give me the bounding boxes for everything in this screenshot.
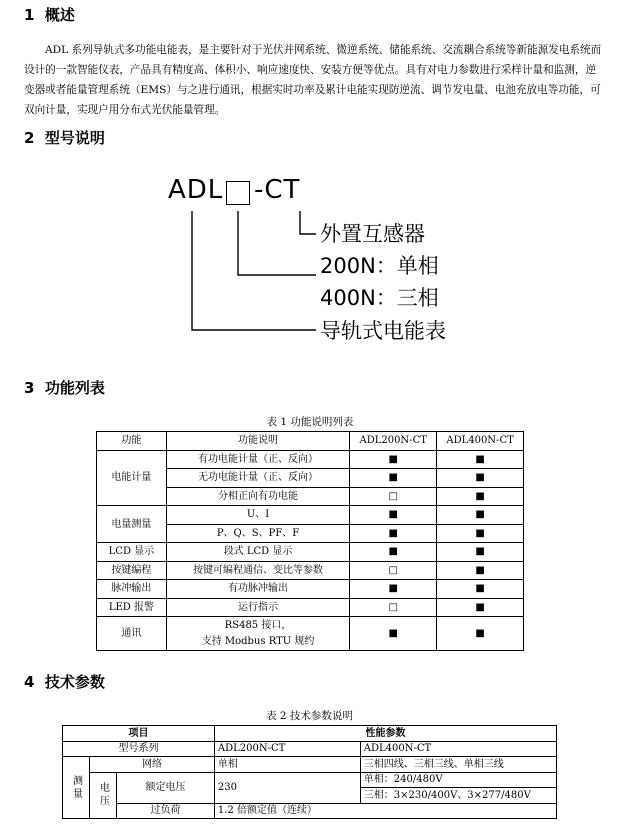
section-title: 型号说明: [44, 129, 105, 147]
mark-cell: ■: [437, 543, 524, 562]
header-cell: 功能说明: [166, 432, 349, 451]
desc-cell: [166, 617, 349, 651]
header-cell: ADL400N-CT: [437, 432, 524, 451]
desc-cell: 分相正向有功电能: [166, 487, 349, 506]
value-cell: 三相：3×230/400V、3×277/480V: [360, 788, 556, 804]
group-cell: 电量测量: [97, 506, 167, 543]
value-cell: 230: [214, 772, 360, 803]
desc-line: RS485 接口，: [224, 619, 292, 631]
table-row: [63, 772, 557, 788]
mark-cell: ■: [350, 580, 437, 599]
table-row: [97, 617, 524, 651]
model-suffix: -CT: [254, 175, 301, 205]
mark-cell: ■: [437, 580, 524, 599]
desc-cell: 有功脉冲输出: [166, 580, 349, 599]
function-table: [96, 431, 524, 651]
mark-cell: ■: [437, 469, 524, 488]
section-2-heading: [24, 127, 105, 148]
mark-cell: □: [350, 561, 437, 580]
model-prefix: ADL: [168, 175, 224, 205]
header-cell: 项目: [63, 726, 215, 742]
header-cell: ADL200N-CT: [350, 432, 437, 451]
desc-cell: 有功电能计量（正、反向）: [166, 450, 349, 469]
mark-cell: ■: [350, 543, 437, 562]
desc-cell: P、Q、S、PF、F: [166, 524, 349, 543]
connector-model: [238, 211, 316, 275]
table-row: [97, 506, 524, 525]
tech-params-table: [62, 725, 557, 819]
label-rail-meter: 导轨式电能表: [320, 319, 446, 343]
section-title: 功能列表: [44, 379, 105, 397]
table1-caption: 表 1 功能说明列表: [266, 416, 354, 428]
connector-ct: [300, 211, 316, 234]
table-header-row: [63, 726, 557, 742]
value-cell: 单相：240/480V: [360, 772, 556, 788]
mark-cell: ■: [350, 469, 437, 488]
label-cell: 过负荷: [117, 803, 215, 819]
section-title: 技术参数: [44, 673, 105, 691]
table-row: [97, 598, 524, 617]
group-cell: LED 报警: [97, 598, 167, 617]
table-row: [97, 543, 524, 562]
overview-paragraph: ADL 系列导轨式多功能电能表，是主要针对于光伏并网系统、微逆系统、储能系统、交流耦合系统等新能源发电系统而设计的一款智能仪表，产品具有精度高、体积小、响应速度快、安装方便等优点。具有对电力参数进行采样计量和监测，逆变器或者能量管理系统（EMS）与之进行通讯，根据实时功率及累计电能实现防逆流、调节发电量、电池充放电等功能，可双向计量，实现户用分布式光伏能量管理。: [24, 44, 602, 116]
header-cell: 功能: [97, 432, 167, 451]
header-cell: 性能参数: [214, 726, 556, 742]
mark-cell: ■: [350, 506, 437, 525]
section-title: 概述: [44, 6, 75, 24]
section-number: 2: [24, 129, 35, 147]
mark-cell: ■: [437, 561, 524, 580]
table-row: [97, 561, 524, 580]
desc-cell: 无功电能计量（正、反向）: [166, 469, 349, 488]
desc-cell: 运行指示: [166, 598, 349, 617]
mark-cell: ■: [437, 524, 524, 543]
group-cell: 脉冲输出: [97, 580, 167, 599]
group-cell: 通讯: [97, 617, 167, 651]
voltage-group-cell: 电压: [90, 772, 117, 819]
connector-series: [192, 211, 316, 330]
label-200n: 200N：单相: [320, 254, 439, 278]
mark-cell: □: [350, 598, 437, 617]
mark-cell: ■: [350, 450, 437, 469]
label-cell: 型号系列: [63, 741, 215, 757]
value-cell: 三相四线、三相三线、单相三线: [360, 757, 556, 773]
value-cell: ADL400N-CT: [360, 741, 556, 757]
mark-cell: □: [350, 487, 437, 506]
label-400n: 400N：三相: [320, 286, 439, 310]
group-cell: 电能计量: [97, 450, 167, 506]
section-number: 1: [24, 6, 35, 24]
mark-cell: ■: [437, 617, 524, 651]
table-row: [63, 741, 557, 757]
mark-cell: ■: [350, 617, 437, 651]
table2-caption: 表 2 技术参数说明: [266, 710, 353, 722]
mark-cell: ■: [437, 487, 524, 506]
desc-line: 支持 Modbus RTU 规约: [201, 635, 315, 647]
section-1-heading: [24, 4, 75, 25]
table-row: [63, 757, 557, 773]
mark-cell: ■: [350, 524, 437, 543]
label-cell: 额定电压: [117, 772, 215, 803]
group-cell: 按键编程: [97, 561, 167, 580]
table-row: [97, 580, 524, 599]
section-4-heading: [24, 671, 105, 692]
label-external-ct: 外置互感器: [320, 222, 425, 246]
table-row: [63, 803, 557, 819]
desc-cell: 段式 LCD 显示: [166, 543, 349, 562]
mark-cell: ■: [437, 450, 524, 469]
measure-group-cell: 测量: [63, 757, 90, 819]
mark-cell: ■: [437, 506, 524, 525]
model-diagram: [168, 175, 478, 345]
table-row: [97, 450, 524, 469]
section-number: 4: [24, 673, 35, 691]
desc-cell: U、I: [166, 506, 349, 525]
label-cell: 网络: [90, 757, 215, 773]
desc-cell: 按键可编程通信、变比等参数: [166, 561, 349, 580]
mark-cell: ■: [437, 598, 524, 617]
group-cell: LCD 显示: [97, 543, 167, 562]
table-header-row: [97, 432, 524, 451]
section-number: 3: [24, 379, 35, 397]
value-cell: 单相: [214, 757, 360, 773]
section-3-heading: [24, 377, 105, 398]
value-cell: 1.2 倍额定值（连续）: [214, 803, 556, 819]
value-cell: ADL200N-CT: [214, 741, 360, 757]
